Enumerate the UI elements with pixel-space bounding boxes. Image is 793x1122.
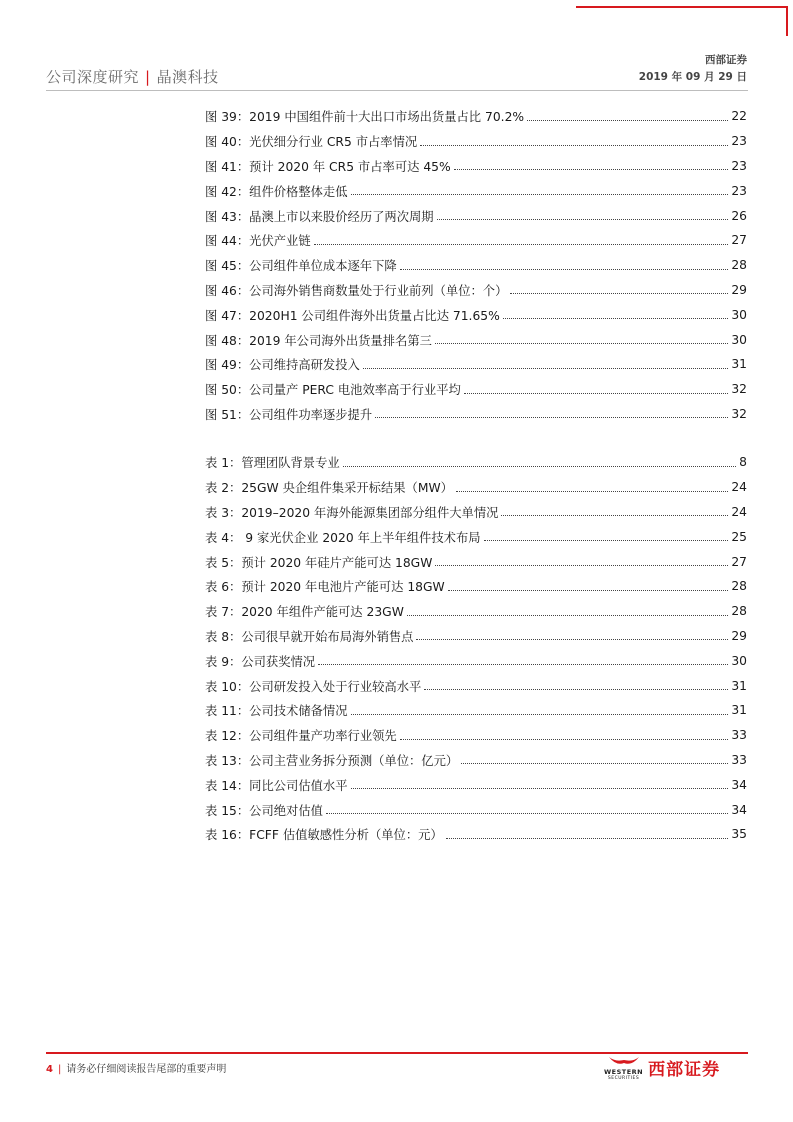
table-entry[interactable]	[205, 723, 747, 748]
toc-entry-label: 表 4： 9 家光伏企业 2020 年上半年组件技术布局	[205, 530, 481, 545]
toc-page-number: 30	[731, 332, 747, 347]
dot-leader	[501, 515, 728, 516]
toc-entry-label: 表 12：公司组件量产功率行业领先	[205, 729, 397, 744]
toc-entry-label: 表 8：公司很早就开始布局海外销售点	[205, 629, 414, 644]
header-meta	[639, 52, 747, 86]
table-entry[interactable]	[205, 475, 747, 500]
toc-entry-label: 图 51：公司组件功率逐步提升	[205, 407, 373, 422]
corner-accent-horizontal	[576, 6, 788, 8]
table-entry[interactable]	[205, 772, 747, 797]
toc-entry-label: 图 44：光伏产业链	[205, 234, 311, 249]
toc-entry-label: 图 46：公司海外销售商数量处于行业前列（单位：个）	[205, 283, 508, 298]
toc-entry-label: 表 3：2019–2020 年海外能源集团部分组件大单情况	[205, 505, 499, 520]
bull-horns-icon	[607, 1054, 641, 1068]
company-name: 晶澳科技	[156, 68, 219, 86]
toc-page-number: 35	[731, 827, 747, 842]
table-list	[205, 450, 747, 847]
toc-page-number: 32	[731, 382, 747, 397]
dot-leader	[400, 269, 729, 270]
dot-leader	[351, 194, 729, 195]
toc-entry-label: 图 42：组件价格整体走低	[205, 184, 348, 199]
toc-page-number: 31	[731, 703, 747, 718]
toc-page-number: 28	[731, 258, 747, 273]
company-logo	[604, 1054, 720, 1081]
toc-page-number: 8	[739, 455, 747, 470]
report-date: 2019 年 09 月 29 日	[638, 71, 747, 83]
dot-leader	[435, 343, 728, 344]
dot-leader	[375, 417, 728, 418]
toc-entry-label: 图 45：公司组件单位成本逐年下降	[205, 259, 397, 274]
toc-page-number: 29	[731, 628, 747, 643]
toc-entry-label: 图 47：2020H1 公司组件海外出货量占比达 71.65%	[205, 308, 500, 323]
toc-page-number: 23	[731, 183, 747, 198]
header-title	[46, 66, 219, 87]
figure-entry[interactable]	[205, 154, 747, 179]
dot-leader	[437, 219, 729, 220]
figure-entry[interactable]	[205, 352, 747, 377]
toc-entry-label: 表 9：公司获奖情况	[205, 654, 316, 669]
table-entry[interactable]	[205, 549, 747, 574]
dot-leader	[363, 368, 729, 369]
page-number: 4	[46, 1064, 53, 1075]
toc-page-number: 30	[731, 653, 747, 668]
toc-entry-label: 图 40：光伏细分行业 CR5 市占率情况	[205, 135, 418, 150]
table-entry[interactable]	[205, 748, 747, 773]
dot-leader	[435, 565, 728, 566]
toc-entry-label: 图 41：预计 2020 年 CR5 市占率可达 45%	[205, 159, 451, 174]
toc-entry-label: 表 13：公司主营业务拆分预测（单位：亿元）	[205, 753, 459, 768]
toc-page-number: 28	[731, 604, 747, 619]
dot-leader	[314, 244, 729, 245]
figure-entry[interactable]	[205, 253, 747, 278]
logo-cn: 西部证券	[648, 1060, 721, 1080]
dot-leader	[456, 491, 728, 492]
toc-entry-label: 表 7：2020 年组件产能可达 23GW	[205, 605, 404, 620]
toc-page-number: 26	[731, 208, 747, 223]
logo-en-line2: SECURITIES	[607, 1076, 640, 1081]
figure-entry[interactable]	[205, 302, 747, 327]
dot-leader	[326, 813, 728, 814]
toc-page-number: 23	[731, 134, 747, 149]
toc-page-number: 32	[731, 406, 747, 421]
toc-page-number: 34	[731, 802, 747, 817]
figure-list	[205, 104, 747, 426]
toc-entry-label: 图 43：晶澳上市以来股价经历了两次周期	[205, 209, 434, 224]
toc-page-number: 24	[731, 480, 747, 495]
header-divider	[46, 90, 748, 91]
toc-entry-label: 表 15：公司绝对估值	[205, 803, 323, 818]
toc-page-number: 34	[731, 777, 747, 792]
figure-entry[interactable]	[205, 129, 747, 154]
toc-entry-label: 图 48：2019 年公司海外出货量排名第三	[205, 333, 432, 348]
toc-entry-label: 表 2：25GW 央企组件集采开标结果（MW）	[205, 481, 453, 496]
table-entry[interactable]	[205, 500, 747, 525]
dot-leader	[503, 318, 729, 319]
toc-entry-label: 图 39：2019 中国组件前十大出口市场出货量占比 70.2%	[205, 110, 525, 125]
logo-en-line1: WESTERN	[604, 1068, 644, 1076]
toc-page-number: 25	[731, 529, 747, 544]
toc-entry-label: 表 5：预计 2020 年硅片产能可达 18GW	[205, 555, 433, 570]
dot-leader	[527, 120, 728, 121]
toc-entry-label: 表 10：公司研发投入处于行业较高水平	[205, 679, 422, 694]
toc-page-number: 33	[731, 728, 747, 743]
toc-page-number: 22	[731, 109, 747, 124]
dot-leader	[510, 293, 728, 294]
figure-entry[interactable]	[205, 278, 747, 303]
dot-leader	[343, 466, 736, 467]
toc-page-number: 27	[731, 233, 747, 248]
disclaimer-text: 请务必仔细阅读报告尾部的重要声明	[66, 1064, 227, 1075]
toc-page-number: 28	[731, 579, 747, 594]
figure-entry[interactable]	[205, 402, 747, 427]
header-separator: |	[145, 68, 151, 86]
toc-entry-label: 表 1：管理团队背景专业	[205, 456, 340, 471]
table-entry[interactable]	[205, 574, 747, 599]
table-entry[interactable]	[205, 524, 747, 549]
dot-leader	[407, 615, 728, 616]
dot-leader	[454, 169, 729, 170]
footer-separator: |	[57, 1064, 62, 1075]
corner-accent-vertical	[786, 6, 788, 36]
toc-page-number: 29	[731, 282, 747, 297]
dot-leader	[461, 763, 728, 764]
dot-leader	[448, 590, 729, 591]
toc-entry-label: 表 6：预计 2020 年电池片产能可达 18GW	[205, 580, 445, 595]
toc-page-number: 31	[731, 357, 747, 372]
toc-entry-label: 图 50：公司量产 PERC 电池效率高于行业平均	[205, 383, 461, 398]
toc-entry-label: 表 16：FCFF 估值敏感性分析（单位：元）	[205, 828, 443, 843]
dot-leader	[484, 540, 729, 541]
report-type: 公司深度研究	[46, 68, 140, 86]
figure-entry[interactable]	[205, 377, 747, 402]
dot-leader	[420, 145, 728, 146]
table-entry[interactable]	[205, 797, 747, 822]
table-entry[interactable]	[205, 822, 747, 847]
toc-page-number: 23	[731, 158, 747, 173]
table-entry[interactable]	[205, 673, 747, 698]
dot-leader	[400, 739, 729, 740]
toc-page-number: 27	[731, 554, 747, 569]
toc-page-number: 31	[731, 678, 747, 693]
logo-mark	[604, 1054, 643, 1081]
figure-entry[interactable]	[205, 327, 747, 352]
brand-name: 西部证券	[705, 54, 747, 66]
table-entry[interactable]	[205, 450, 747, 475]
toc-page-number: 30	[731, 307, 747, 322]
dot-leader	[464, 393, 729, 394]
table-entry[interactable]	[205, 698, 747, 723]
figure-entry[interactable]	[205, 104, 747, 129]
figure-entry[interactable]	[205, 203, 747, 228]
toc-entry-label: 图 49：公司维持高研发投入	[205, 358, 360, 373]
toc-page-number: 24	[731, 504, 747, 519]
dot-leader	[351, 714, 729, 715]
dot-leader	[318, 664, 728, 665]
table-entry[interactable]	[205, 599, 747, 624]
figure-entry[interactable]	[205, 228, 747, 253]
dot-leader	[351, 788, 729, 789]
dot-leader	[416, 639, 728, 640]
dot-leader	[424, 689, 728, 690]
figure-entry[interactable]	[205, 178, 747, 203]
dot-leader	[446, 838, 729, 839]
toc-entry-label: 表 11：公司技术储备情况	[205, 704, 348, 719]
toc-entry-label: 表 14：同比公司估值水平	[205, 778, 348, 793]
toc-page-number: 33	[731, 752, 747, 767]
footer-notice	[46, 1060, 226, 1075]
table-entry[interactable]	[205, 624, 747, 649]
table-entry[interactable]	[205, 648, 747, 673]
